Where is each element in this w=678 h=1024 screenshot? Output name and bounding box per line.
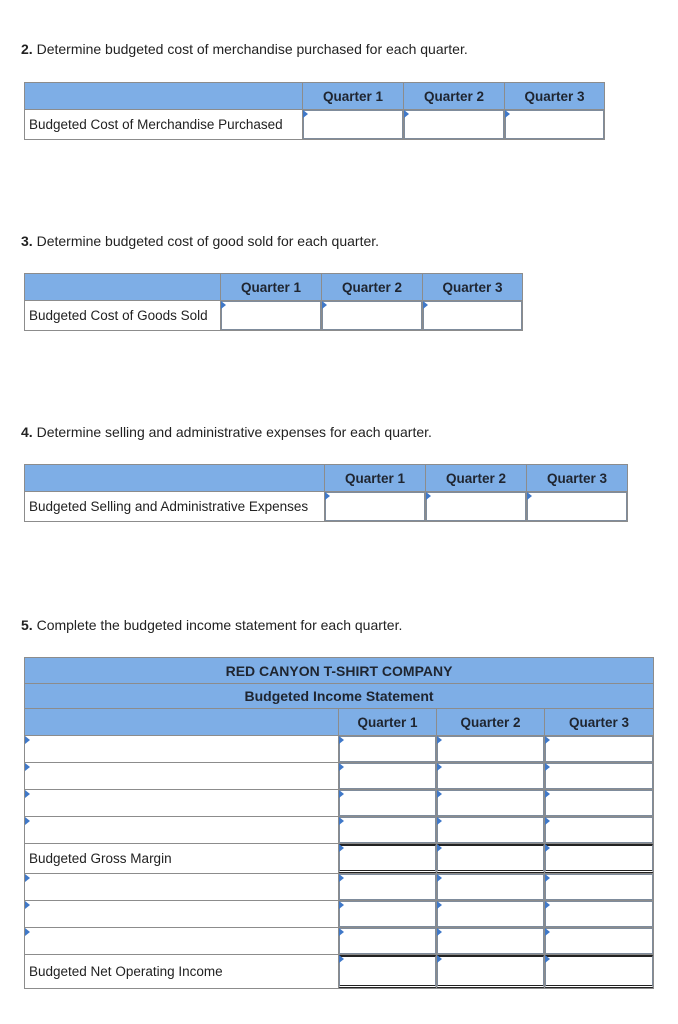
quarter-3-input[interactable] bbox=[545, 790, 654, 817]
row-label: Budgeted Selling and Administrative Expenses bbox=[25, 492, 325, 522]
quarter-2-input[interactable] bbox=[437, 790, 545, 817]
header-quarter-1: Quarter 1 bbox=[303, 83, 404, 110]
quarter-3-input[interactable] bbox=[423, 301, 523, 331]
quarter-3-input[interactable] bbox=[545, 763, 654, 790]
quarter-2-input[interactable] bbox=[437, 928, 545, 955]
quarter-1-input[interactable] bbox=[339, 901, 437, 928]
quarter-2-input[interactable] bbox=[437, 736, 545, 763]
net-income-q1-input[interactable] bbox=[339, 955, 437, 989]
quarter-1-input[interactable] bbox=[221, 301, 322, 331]
quarter-3-input[interactable] bbox=[527, 492, 628, 522]
quarter-1-input[interactable] bbox=[339, 928, 437, 955]
header-quarter-2: Quarter 2 bbox=[322, 274, 423, 301]
quarter-2-input[interactable] bbox=[322, 301, 423, 331]
question-3-prompt: 3. Determine budgeted cost of good sold for each quarter. bbox=[21, 233, 380, 249]
quarter-3-input[interactable] bbox=[545, 901, 654, 928]
merchandise-purchased-table bbox=[24, 82, 605, 140]
gross-margin-label: Budgeted Gross Margin bbox=[25, 844, 339, 874]
header-quarter-2: Quarter 2 bbox=[437, 709, 545, 736]
quarter-3-input[interactable] bbox=[545, 736, 654, 763]
quarter-2-input[interactable] bbox=[437, 763, 545, 790]
net-income-q2-input[interactable] bbox=[437, 955, 545, 989]
header-quarter-3: Quarter 3 bbox=[545, 709, 654, 736]
cost-of-goods-sold-table bbox=[24, 273, 523, 331]
account-select-4[interactable] bbox=[25, 817, 339, 844]
quarter-3-input[interactable] bbox=[505, 110, 605, 140]
quarter-1-input[interactable] bbox=[339, 736, 437, 763]
header-quarter-3: Quarter 3 bbox=[505, 83, 605, 110]
question-5-prompt: 5. Complete the budgeted income statement for each quarter. bbox=[21, 617, 403, 633]
row-label: Budgeted Cost of Goods Sold bbox=[25, 301, 221, 331]
header-quarter-1: Quarter 1 bbox=[325, 465, 426, 492]
gross-margin-q3-input[interactable] bbox=[545, 844, 654, 874]
question-2-prompt: 2. Determine budgeted cost of merchandise purchased for each quarter. bbox=[21, 41, 468, 57]
gross-margin-q2-input[interactable] bbox=[437, 844, 545, 874]
quarter-1-input[interactable] bbox=[303, 110, 404, 140]
statement-title: Budgeted Income Statement bbox=[25, 684, 654, 709]
header-blank bbox=[25, 83, 303, 110]
quarter-2-input[interactable] bbox=[437, 874, 545, 901]
selling-admin-expenses-table bbox=[24, 464, 628, 522]
account-select-6[interactable] bbox=[25, 901, 339, 928]
income-statement-table bbox=[24, 657, 654, 989]
header-blank bbox=[25, 465, 325, 492]
quarter-1-input[interactable] bbox=[325, 492, 426, 522]
quarter-2-input[interactable] bbox=[426, 492, 527, 522]
quarter-3-input[interactable] bbox=[545, 817, 654, 844]
header-quarter-1: Quarter 1 bbox=[339, 709, 437, 736]
account-select-3[interactable] bbox=[25, 790, 339, 817]
quarter-3-input[interactable] bbox=[545, 928, 654, 955]
account-select-1[interactable] bbox=[25, 736, 339, 763]
quarter-3-input[interactable] bbox=[545, 874, 654, 901]
quarter-2-input[interactable] bbox=[437, 901, 545, 928]
net-income-q3-input[interactable] bbox=[545, 955, 654, 989]
quarter-2-input[interactable] bbox=[404, 110, 505, 140]
header-quarter-2: Quarter 2 bbox=[404, 83, 505, 110]
quarter-1-input[interactable] bbox=[339, 874, 437, 901]
header-quarter-3: Quarter 3 bbox=[527, 465, 628, 492]
company-name: RED CANYON T-SHIRT COMPANY bbox=[25, 658, 654, 684]
net-operating-income-label: Budgeted Net Operating Income bbox=[25, 955, 339, 989]
quarter-1-input[interactable] bbox=[339, 763, 437, 790]
question-4-prompt: 4. Determine selling and administrative expenses for each quarter. bbox=[21, 424, 432, 440]
gross-margin-q1-input[interactable] bbox=[339, 844, 437, 874]
quarter-2-input[interactable] bbox=[437, 817, 545, 844]
quarter-1-input[interactable] bbox=[339, 817, 437, 844]
account-select-7[interactable] bbox=[25, 928, 339, 955]
row-label: Budgeted Cost of Merchandise Purchased bbox=[25, 110, 303, 140]
quarter-1-input[interactable] bbox=[339, 790, 437, 817]
header-blank bbox=[25, 709, 339, 736]
account-select-5[interactable] bbox=[25, 874, 339, 901]
header-blank bbox=[25, 274, 221, 301]
header-quarter-2: Quarter 2 bbox=[426, 465, 527, 492]
header-quarter-3: Quarter 3 bbox=[423, 274, 523, 301]
header-quarter-1: Quarter 1 bbox=[221, 274, 322, 301]
account-select-2[interactable] bbox=[25, 763, 339, 790]
